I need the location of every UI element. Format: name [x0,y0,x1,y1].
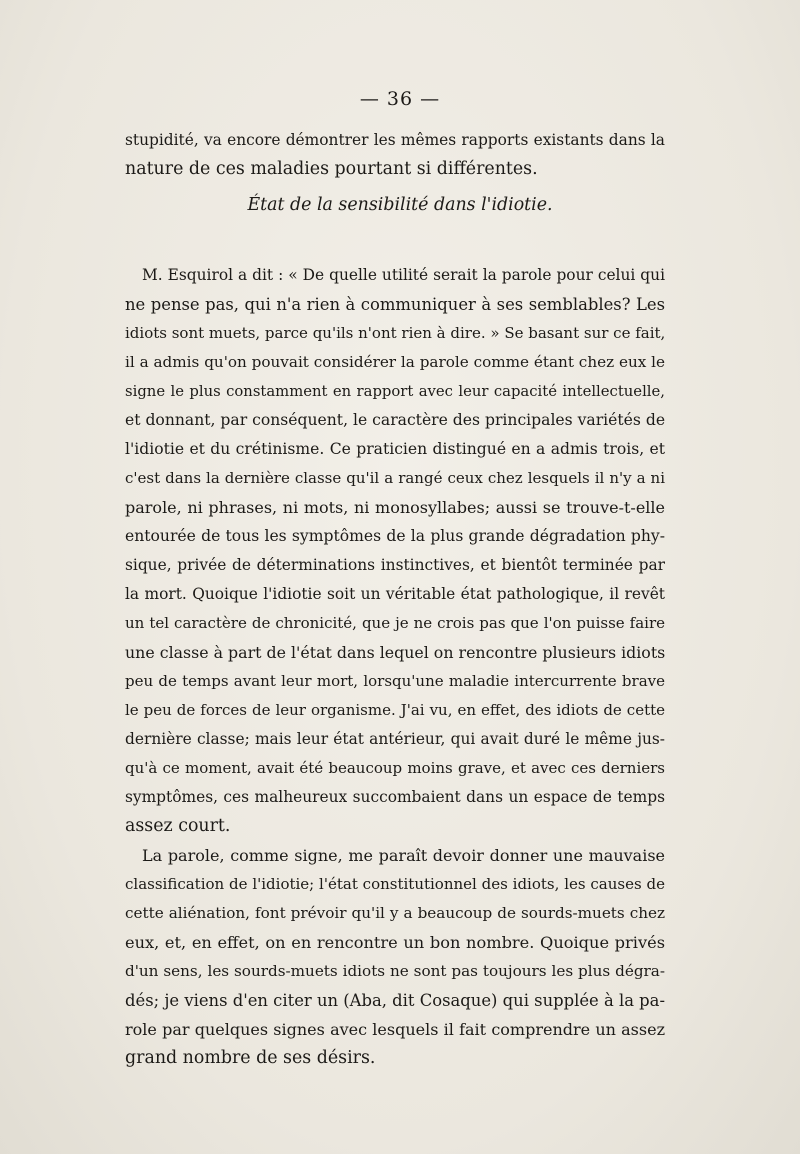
page-number: — 36 — [359,88,441,110]
text-line: grand nombre de ses désirs. [125,1048,376,1068]
intro-paragraph [125,126,665,184]
section-heading: État de la sensibilité dans l'idiotie. [247,195,553,215]
text-line: La parole, comme signe, me paraît devoir donner une mauvaise [142,846,665,865]
text-line: eux, et, en effet, on en rencontre un bon nombre. Quoique privés [125,933,665,952]
text-line: role par quelques signes avec lesquels il fait comprendre un assez [125,1020,665,1039]
text-line: d'un sens, les sourds-muets idiots ne sont pas toujours les plus dégra- [125,962,665,980]
text-line: stupidité, va encore démontrer les mêmes rapports existants dans la [125,131,665,149]
text-line: idiots sont muets, parce qu'ils n'ont rien à dire. » Se basant sur ce fait, [125,324,666,342]
text-line: sique, privée de déterminations instinctives, et bientôt terminée par [125,556,665,574]
text-line: dernière classe; mais leur état antérieur, qui avait duré le même jus- [125,730,665,748]
text-line: qu'à ce moment, avait été beaucoup moins grave, et avec ces derniers [125,759,665,777]
text-line: ne pense pas, qui n'a rien à communiquer à ses semblables? Les [125,295,665,314]
text-line: entourée de tous les symptômes de la plus grande dégradation phy- [125,527,665,545]
text-line: dés; je viens d'en citer un (Aba, dit Cosaque) qui supplée à la pa- [125,991,665,1010]
text-line: nature de ces maladies pourtant si différentes. [125,159,538,179]
text-line: parole, ni phrases, ni mots, ni monosyllabes; aussi se trouve-t-elle [125,498,665,517]
text-line: M. Esquirol a dit : « De quelle utilité serait la parole pour celui qui [142,266,665,284]
text-line: la mort. Quoique l'idiotie soit un véritable état pathologique, il revêt [125,585,665,603]
text-line: peu de temps avant leur mort, lorsqu'une maladie intercurrente brave [125,672,665,690]
text-line: une classe à part de l'état dans lequel on rencontre plusieurs idiots [125,643,666,662]
text-line: et donnant, par conséquent, le caractère des principales variétés de [125,411,666,429]
text-line: c'est dans la dernière classe qu'il a rangé ceux chez lesquels il n'y a ni [125,469,665,487]
text-line: classification de l'idiotie; l'état constitutionnel des idiots, les causes de [125,875,665,893]
text-line: le peu de forces de leur organisme. J'ai vu, en effet, des idiots de cette [125,701,665,719]
text-line: l'idiotie et du crétinisme. Ce praticien distingué en a admis trois, et [125,440,665,458]
text-line: signe le plus constamment en rapport avec leur capacité intellectuelle, [125,383,665,400]
text-line: symptômes, ces malheureux succombaient dans un espace de temps [125,788,665,806]
text-line: assez court. [125,816,231,836]
body-text [125,261,665,1073]
text-line: il a admis qu'on pouvait considérer la parole comme étant chez eux le [125,353,665,371]
text-line: cette aliénation, font prévoir qu'il y a beaucoup de sourds-muets chez [125,904,665,922]
text-line: un tel caractère de chronicité, que je ne crois pas que l'on puisse faire [125,614,665,632]
